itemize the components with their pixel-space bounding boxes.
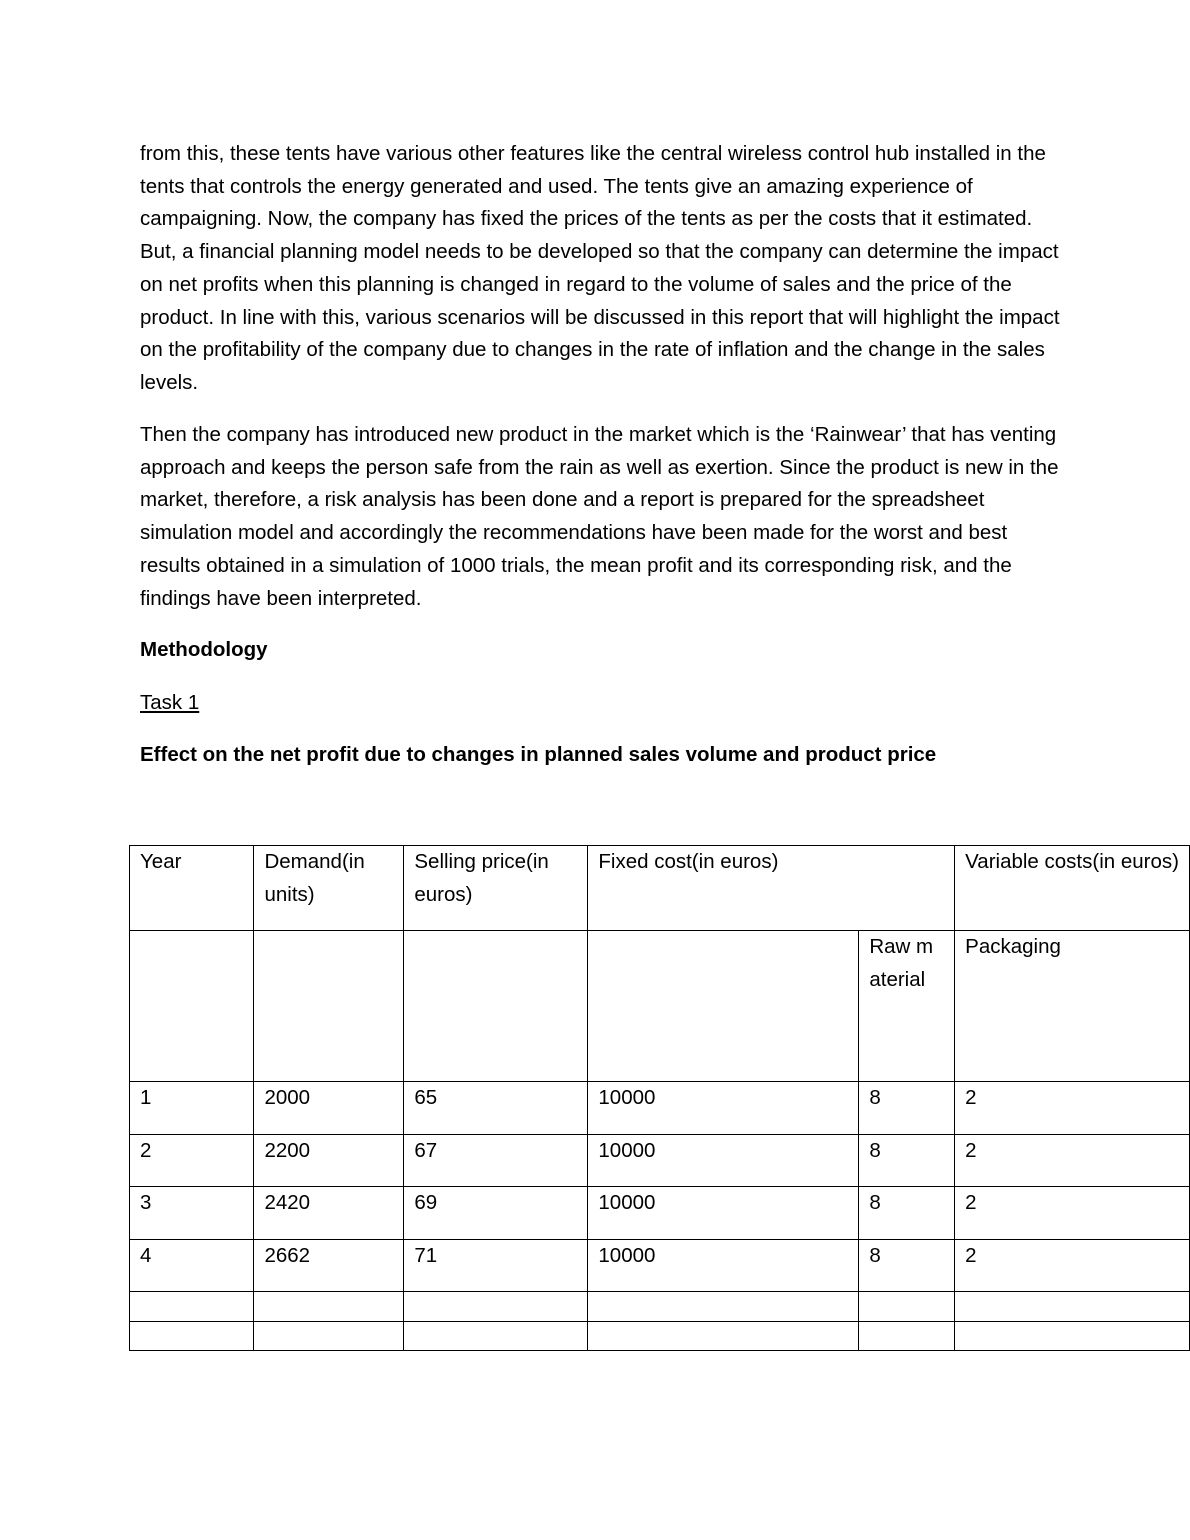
empty-table-row <box>130 1292 1190 1322</box>
cell-year: 3 <box>130 1187 254 1240</box>
header-variable-costs: Variable costs(in euros) <box>955 846 1190 931</box>
cell-selling-price: 71 <box>404 1240 588 1292</box>
table-cell <box>404 1322 588 1351</box>
cell-raw-material: 8 <box>859 1240 955 1292</box>
cell-fixed-cost: 10000 <box>588 1187 859 1240</box>
cell-packaging: 2 <box>955 1135 1190 1187</box>
table-subheader-row <box>130 931 1190 1082</box>
cell-fixed-cost: 10000 <box>588 1240 859 1292</box>
subheader-packaging: Packaging <box>955 931 1190 1082</box>
table-cell <box>588 931 859 1082</box>
table-header-row <box>130 846 1190 931</box>
cell-demand: 2662 <box>254 1240 404 1292</box>
section-heading: Effect on the net profit due to changes in planned sales volume and product price <box>140 743 937 766</box>
table-cell <box>955 1322 1190 1351</box>
cell-packaging: 2 <box>955 1240 1190 1292</box>
cell-selling-price: 69 <box>404 1187 588 1240</box>
table-cell <box>859 1292 955 1322</box>
subheader-raw-material: Raw material <box>859 931 955 1082</box>
cell-year: 1 <box>130 1082 254 1135</box>
cell-fixed-cost: 10000 <box>588 1082 859 1135</box>
task-label: Task 1 <box>140 691 200 714</box>
table-cell <box>955 1292 1190 1322</box>
table-cell <box>404 1292 588 1322</box>
cell-demand: 2200 <box>254 1135 404 1187</box>
cell-raw-material: 8 <box>859 1135 955 1187</box>
table-row <box>130 1135 1190 1187</box>
cell-selling-price: 67 <box>404 1135 588 1187</box>
table-cell <box>254 1322 404 1351</box>
intro-paragraph: from this, these tents have various other features like the central wireless control hub installed in the tents that controls the energy generated and used. The tents give an amazing experience of campaigning. Now, the company has fixed the prices of the tents as per the costs that it estimated. But, a financial planning model needs to be developed so that the company can determine the impact on net profits when this planning is changed in regard to the volume of sales and the price of the product. In line with this, various scenarios will be discussed in this report that will highlight the impact on the profitability of the company due to changes in the rate of inflation and the change in the sales levels. <box>140 142 1060 394</box>
table-cell <box>588 1322 859 1351</box>
header-selling-price: Selling price(in euros) <box>404 846 588 931</box>
table-cell <box>254 1292 404 1322</box>
cell-raw-material: 8 <box>859 1187 955 1240</box>
table-cell <box>130 931 254 1082</box>
table-row <box>130 1082 1190 1135</box>
cell-year: 2 <box>130 1135 254 1187</box>
table-cell <box>130 1322 254 1351</box>
table-cell <box>254 931 404 1082</box>
header-fixed-cost: Fixed cost(in euros) <box>588 846 955 931</box>
header-demand: Demand(in units) <box>254 846 404 931</box>
table-cell <box>588 1292 859 1322</box>
rainwear-paragraph: Then the company has introduced new product in the market which is the ‘Rainwear’ that has venting approach and keeps the person safe from the rain as well as exertion. Since the product is new in the market, therefore, a risk analysis has been done and a report is prepared for the spreadsheet simulation model and accordingly the recommendations have been made for the worst and best results obtained in a simulation of 1000 trials, the mean profit and its corresponding risk, and the findings have been interpreted. <box>140 423 1059 610</box>
table-cell <box>859 1322 955 1351</box>
cell-packaging: 2 <box>955 1082 1190 1135</box>
table-row <box>130 1240 1190 1292</box>
table-cell <box>404 931 588 1082</box>
table-row <box>130 1187 1190 1240</box>
header-year: Year <box>130 846 254 931</box>
cost-table <box>129 845 1190 1351</box>
cell-raw-material: 8 <box>859 1082 955 1135</box>
cell-year: 4 <box>130 1240 254 1292</box>
cell-demand: 2000 <box>254 1082 404 1135</box>
table-cell <box>130 1292 254 1322</box>
cell-fixed-cost: 10000 <box>588 1135 859 1187</box>
cell-selling-price: 65 <box>404 1082 588 1135</box>
cell-demand: 2420 <box>254 1187 404 1240</box>
cell-packaging: 2 <box>955 1187 1190 1240</box>
empty-table-row <box>130 1322 1190 1351</box>
methodology-heading: Methodology <box>140 638 268 661</box>
